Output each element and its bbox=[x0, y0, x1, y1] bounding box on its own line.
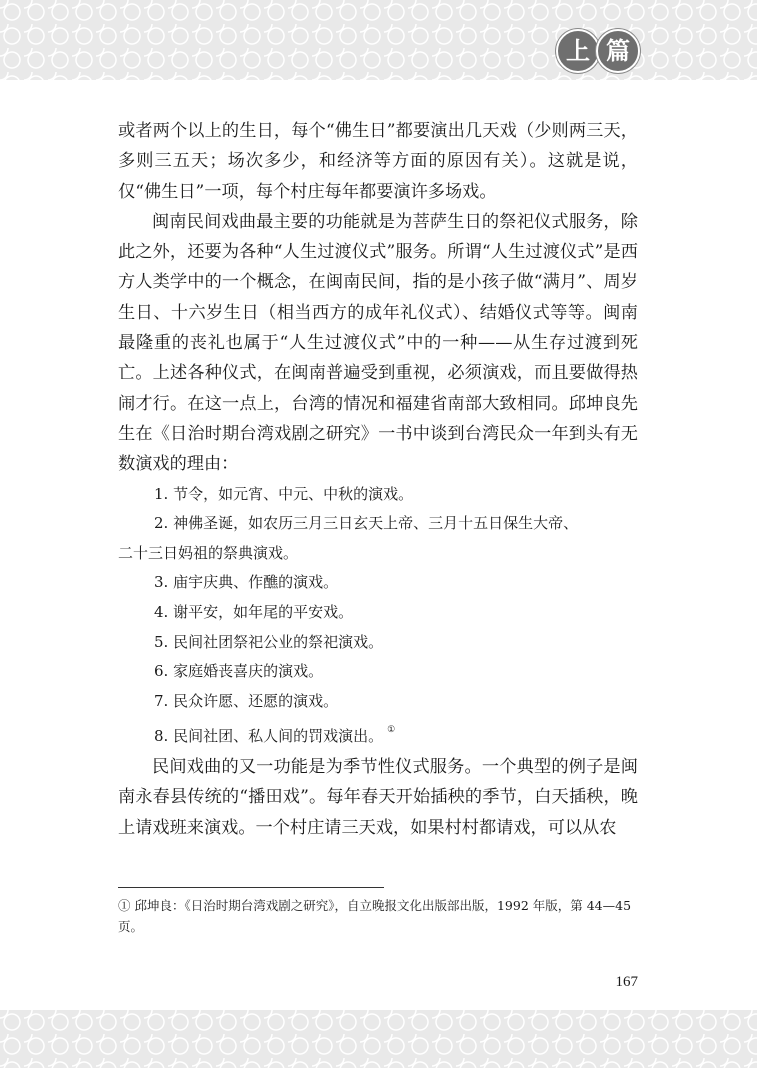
page-body bbox=[118, 116, 638, 843]
section-badge-char-2: 篇 bbox=[596, 29, 640, 73]
paragraph-continued: 或者两个以上的生日，每个“佛生日”都要演出几天戏（少则两三天，多则三五天；场次多少，和经济等方面的原因有关）。这就是说，仅“佛生日”一项，每个村庄每年都要演许多场戏。 bbox=[118, 121, 638, 202]
list-item: 3. 庙宇庆典、作醮的演戏。 bbox=[154, 573, 339, 592]
page-number: 167 bbox=[615, 974, 638, 990]
list-item: 6. 家庭婚丧喜庆的演戏。 bbox=[154, 662, 324, 681]
list-item: 8. 民间社团、私人间的罚戏演出。 ① bbox=[154, 725, 396, 746]
list-item: 5. 民间社团祭祀公业的祭祀演戏。 bbox=[154, 632, 384, 651]
list-item: 4. 谢平安，如年尾的平安戏。 bbox=[154, 602, 354, 621]
list-item: 1. 节令，如元宵、中元、中秋的演戏。 bbox=[154, 484, 414, 503]
footer-pattern-band bbox=[0, 1010, 757, 1068]
section-badge-char-1: 上 bbox=[556, 29, 600, 73]
paragraph-seasonal: 民间戏曲的又一功能是为季节性仪式服务。一个典型的例子是闽南永春县传统的“播田戏”。每年春天开始插秧的季节，白天插秧，晚上请戏班来演戏。一个村庄请三天戏，如果村村都请戏，可以从农 bbox=[118, 756, 638, 838]
footnote-divider bbox=[118, 887, 384, 888]
paragraph-functions: 闽南民间戏曲最主要的功能就是为菩萨生日的祭祀仪式服务，除此之外，还要为各种“人生过渡仪式”服务。所谓“人生过渡仪式”是西方人类学中的一个概念，在闽南民间，指的是小孩子做“满月”、周岁生日、十六岁生日（相当西方的成年礼仪式）、结婚仪式等等。闽南最隆重的丧礼也属于“人生过渡仪式”中的一种——从生存过渡到死亡。上述各种仪式，在闽南普遍受到重视，必须演戏，而且要做得热闹才行。在这一点上，台湾的情况和福建省南部大致相同。邱坤良先生在《日治时期台湾戏剧之研究》一书中谈到台湾民众一年到头有无数演戏的理由： bbox=[118, 211, 638, 475]
list-item: 7. 民众许愿、还愿的演戏。 bbox=[154, 691, 339, 710]
header-pattern-band bbox=[0, 0, 757, 80]
reasons-list bbox=[118, 480, 638, 752]
footnote-text: ① 邱坤良：《日治时期台湾戏剧之研究》，自立晚报文化出版部出版，1992 年版，第 44—45 页。 bbox=[118, 898, 632, 934]
footnote-marker: ① bbox=[387, 725, 396, 736]
list-item-continuation: 二十三日妈祖的祭典演戏。 bbox=[118, 543, 299, 562]
list-item: 2. 神佛圣诞，如农历三月三日玄天上帝、三月十五日保生大帝、 bbox=[154, 514, 579, 533]
